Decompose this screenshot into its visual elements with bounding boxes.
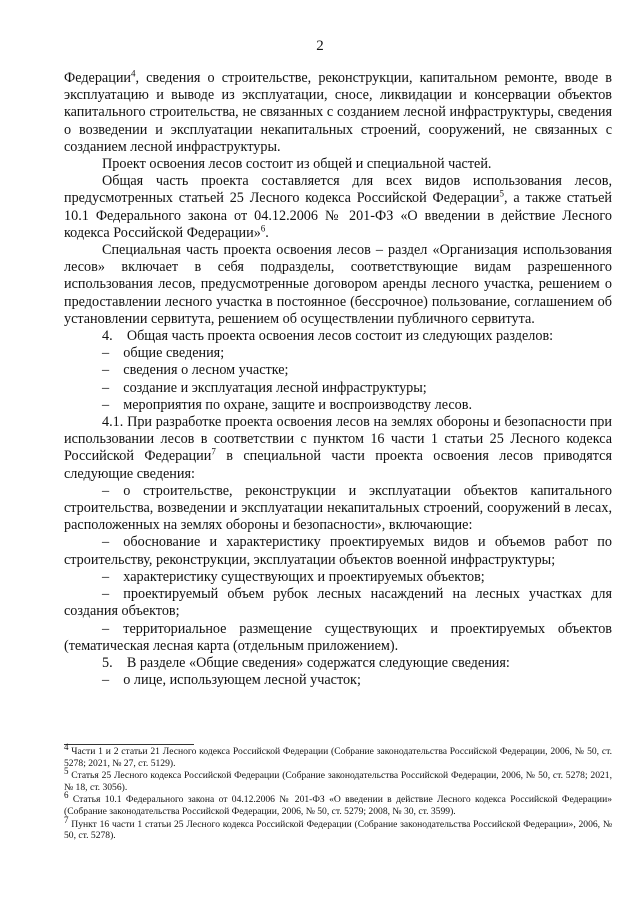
list-item: – мероприятия по охране, защите и воспроизводству лесов.: [102, 396, 473, 413]
footnote-mark: 4: [64, 741, 69, 752]
footnote-ref-7: 7: [211, 446, 216, 457]
paragraph-3-b: , а также статьей 10.1 Федерального закона от 04.12.2006 № 201-ФЗ «О введении в действие Лесного кодекса Российской Федерации»: [64, 190, 613, 241]
footnote-text: Статья 10.1 Федерального закона от 04.12.2006 № 201-ФЗ «О введении в действие Лесного кодекса Российской Федерации» (Собрание законодательства Российской Федерации, 2006, № 50, ст. 5279; 2008, № 30, ст. 3599).: [64, 794, 612, 817]
footnote-text: Пункт 16 части 1 статьи 25 Лесного кодекса Российской Федерации (Собрание законодательства Российской Федерации», 2006, № 50, ст. 5278).: [64, 818, 612, 842]
list-item: – характеристику существующих и проектируемых объектов;: [102, 568, 485, 585]
footnote-ref-5: 5: [499, 188, 505, 199]
section-4-heading: 4. Общая часть проекта освоения лесов состоит из следующих разделов:: [102, 328, 554, 345]
paragraph-1: [64, 70, 612, 156]
list-item: – общие сведения;: [102, 345, 225, 362]
paragraph-2: Проект освоения лесов состоит из общей и специальной частей.: [102, 156, 492, 173]
list-item: – сведения о лесном участке;: [102, 362, 289, 379]
footnote: [64, 741, 612, 769]
list-item: – территориальное размещение существующих и проектируемых объектов (тематическая лесная карта (отдельным приложением).: [64, 620, 612, 654]
paragraph-3-a: Общая часть проекта составляется для всех видов использования лесов, предусмотренных статьей 25 Лесного кодекса Российской Федерации: [64, 173, 612, 207]
list-item: – обоснование и характеристику проектируемых видов и объемов работ по строительству, реконструкции, эксплуатации объектов военной инфраструктуры;: [64, 534, 612, 568]
list-item: – о лице, использующем лесной участок;: [102, 672, 361, 689]
footnote-ref-4: 4: [131, 68, 136, 79]
paragraph-3-c: .: [265, 224, 269, 241]
paragraph-1-rest: , сведения о строительстве, реконструкции, капитальном ремонте, вводе в эксплуатацию и выводе из эксплуатации, сносе, ликвидации и консервации объектов капитального строительства, не связанных с созданием лесной инфраструктуры, сведения о возведении и эксплуатации некапитальных строений, сооружений, не связанных с созданием лесной инфраструктуры.: [64, 70, 612, 155]
footnote: [64, 766, 612, 793]
footnotes: [64, 741, 612, 843]
section-4-1-a: 4.1. При разработке проекта освоения лесов на землях обороны и безопасности при использовании лесов в соответствии с пунктом 16 части 1 статьи 25 Лесного кодекса Российской Федерации: [64, 414, 612, 465]
list-item: – создание и эксплуатация лесной инфраструктуры;: [102, 379, 427, 396]
footnote-ref-6: 6: [260, 223, 266, 234]
page-number: 2: [316, 38, 324, 54]
section-4-1: [64, 414, 612, 483]
paragraph-1-start: Федерации: [64, 70, 132, 86]
paragraph-4: Специальная часть проекта освоения лесов – раздел «Организация использования лесов» включает в себя подразделы, соответствующие видам разрешенного использования лесов, предусмотренные договором аренды лесного участка, решением о предоставлении лесного участка в постоянное (бессрочное) пользование, соглашением об установлении сервитута, решением об осуществлении публичного сервитута.: [64, 242, 612, 327]
footnote-mark: 5: [64, 766, 69, 776]
list-item: – о строительстве, реконструкции и эксплуатации объектов капитального строительства, возведении и эксплуатации некапитальных строений, сооружений в лесах, расположенных на землях обороны и безопасности», включающие:: [64, 482, 612, 534]
section-5-heading: 5. В разделе «Общие сведения» содержатся следующие сведения:: [102, 654, 510, 671]
footnote: [64, 814, 612, 842]
footnote-mark: 6: [64, 790, 69, 801]
document-body: [64, 70, 612, 689]
section-4-1-b: в специальной части проекта освоения лесов приводятся следующие сведения:: [64, 448, 613, 482]
paragraph-3: [64, 173, 612, 242]
footnote-mark: 7: [64, 814, 69, 825]
footnote-text: Статья 25 Лесного кодекса Российской Федерации (Собрание законодательства Российской Федерации, 2006, № 50, ст. 5278; 2021, № 18, ст. 3056).: [64, 770, 612, 793]
list-item: – проектируемый объем рубок лесных насаждений на лесных участках для создания объектов;: [64, 586, 612, 620]
footnote-text: Части 1 и 2 статьи 21 Лесного кодекса Российской Федерации (Собрание законодательства Российской Федерации, 2006, № 50, ст. 5278; 2021, № 27, ст. 5129).: [64, 746, 612, 769]
footnote-separator: [64, 744, 194, 745]
footnote: [64, 790, 612, 817]
